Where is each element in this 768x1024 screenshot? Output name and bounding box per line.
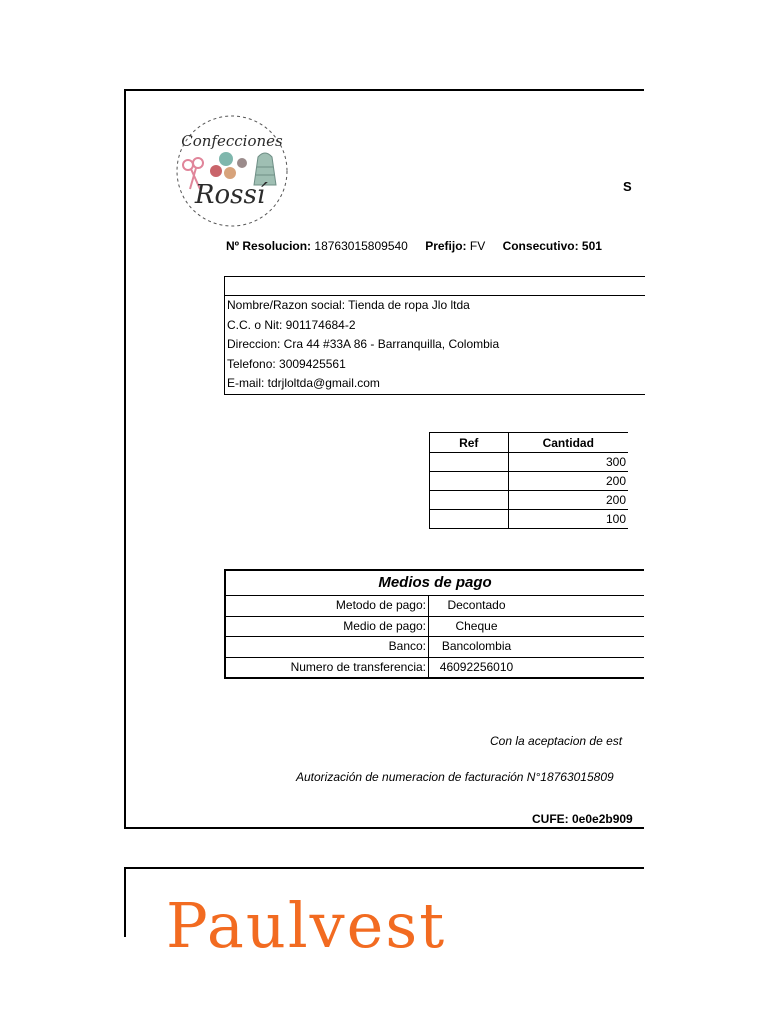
payment-value: Decontado [447, 598, 506, 612]
buttons-icon [210, 152, 247, 179]
consecutive-label: Consecutivo: [502, 239, 579, 253]
acceptance-note: Con la aceptacion de est [490, 734, 623, 748]
cufe-code: CUFE: 0e0e2b909 [532, 812, 633, 826]
next-page-content [126, 869, 628, 962]
client-address: Direccion: Cra 44 #33A 86 - Barranquilla, Colombia [227, 337, 500, 351]
invoice-content [126, 91, 633, 827]
header-cantidad: Cantidad [508, 433, 628, 453]
client-info-box [224, 276, 645, 395]
payment-value: Bancolombia [441, 639, 512, 653]
ref-cell [430, 453, 509, 472]
ref-cell [430, 472, 509, 491]
resolution-label: Nº Resolucion: [226, 239, 312, 253]
prefix-value: FV [469, 239, 486, 253]
resolution-line [226, 239, 602, 253]
prefix-label: Prefijo: [425, 239, 467, 253]
svg-text:Confecciones: Confecciones [181, 132, 283, 150]
ref-cell [430, 510, 509, 529]
quantity-cell: 100 [508, 510, 628, 529]
client-nit: C.C. o Nit: 901174684-2 [227, 317, 356, 332]
client-header-row [225, 277, 645, 296]
next-page [124, 867, 644, 962]
svg-text:Rossí: Rossí [194, 180, 266, 210]
consecutive-value: 501 [581, 239, 602, 253]
quantity-cell: 200 [508, 472, 628, 491]
payment-row [226, 617, 644, 638]
resolution-value: 18763015809540 [314, 239, 408, 253]
table-row [430, 453, 629, 472]
payment-row [226, 637, 644, 658]
payment-label: Banco: [226, 637, 429, 657]
payment-label: Medio de pago: [226, 617, 429, 637]
client-name: Nombre/Razon social: Tienda de ropa Jlo ltda [227, 298, 470, 312]
payment-label: Numero de transferencia: [226, 658, 429, 678]
authorization-note: Autorización de numeracion de facturación N°18763015809 [296, 770, 614, 784]
payment-value: 46092256010 [439, 659, 514, 674]
table-row [430, 491, 629, 510]
quantity-cell: 200 [508, 491, 628, 510]
ref-cell [430, 491, 509, 510]
payment-row [226, 596, 644, 617]
payment-row [226, 658, 644, 678]
client-phone: Telefono: 3009425561 [227, 356, 346, 371]
payment-title: Medios de pago [226, 571, 644, 596]
table-row [430, 472, 629, 491]
client-email: E-mail: tdrjloltda@gmail.com [227, 376, 380, 390]
brand-logo-text: Paulvest [166, 889, 447, 962]
payment-value: Cheque [455, 618, 498, 633]
payment-label: Metodo de pago: [226, 596, 429, 616]
table-header-row [430, 433, 629, 453]
company-logo [170, 113, 294, 229]
payment-methods-box [224, 569, 644, 679]
header-cut-text: S [623, 179, 632, 194]
table-row [430, 510, 629, 529]
products-table [429, 432, 628, 529]
invoice-page [124, 89, 644, 829]
header-ref: Ref [430, 433, 509, 453]
quantity-cell: 300 [508, 453, 628, 472]
